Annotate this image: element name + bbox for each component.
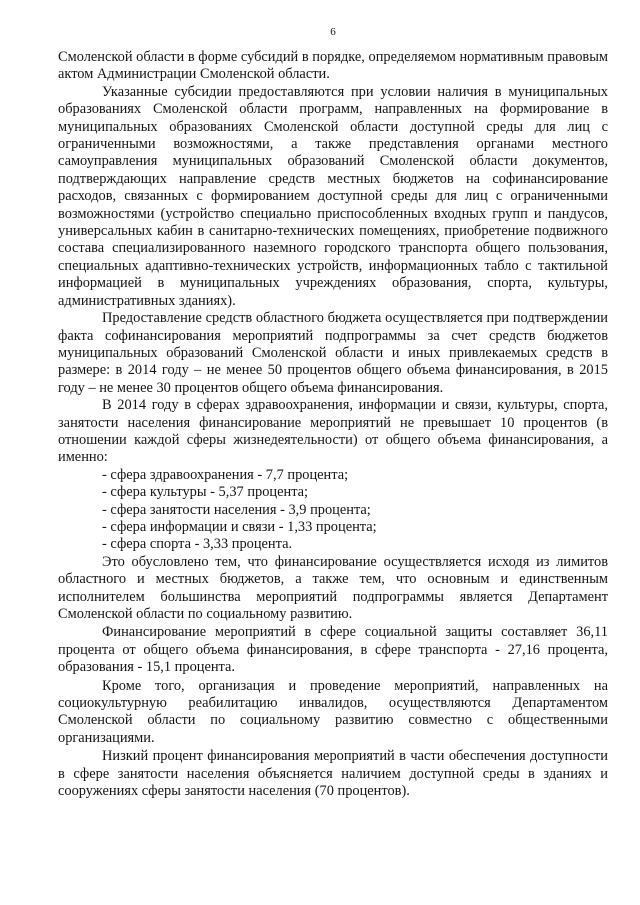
- list-item: - сфера культуры - 5,37 процента;: [102, 484, 309, 501]
- paragraph-4: В 2014 году в сферах здравоохранения, информации и связи, культуры, спорта, занятости населения финансирование мероприятий не превышает 10 процентов (в отношении каждой сферы жизнедеятельности) от общего объема финансирования, а именно:: [58, 397, 608, 466]
- paragraph-8: Низкий процент финансирования мероприятий в части обеспечения доступности в сфере занятости населения объясняется наличием доступной среды в зданиях и сооружениях сферы занятости населения (70 процентов).: [58, 748, 608, 800]
- list-item: - сфера здравоохранения - 7,7 процента;: [102, 466, 349, 483]
- list-item: - сфера спорта - 3,33 процента.: [102, 536, 293, 553]
- paragraph-5: Это обусловлено тем, что финансирование осуществляется исходя из лимитов областного и местных бюджетов, а также тем, что основным и единственным исполнителем большинства мероприятий подпрограммы является Департамент Смоленской области по социальному развитию.: [58, 553, 608, 622]
- paragraph-6: Финансирование мероприятий в сфере социальной защиты составляет 36,11 процента от общего объема финансирования, в сфере транспорта - 27,16 процента, образования - 15,1 процента.: [58, 624, 608, 676]
- funding-list: [58, 467, 608, 554]
- paragraph-3: Предоставление средств областного бюджета осуществляется при подтверждении факта софинансирования мероприятий подпрограммы за счет средств бюджетов муниципальных образований Смоленской области и иных привлекаемых средств в размере: в 2014 году – не менее 50 процентов общего объема финансирования, в 2015 году – не менее 30 процентов общего объема финансирования.: [58, 310, 608, 396]
- paragraph-2: Указанные субсидии предоставляются при условии наличия в муниципальных образованиях Смоленской области программ, направленных на формирование в муниципальных образованиях Смоленской области доступной среды для лиц с ограниченными возможностями, а также представления органами местного самоуправления муниципальных образований Смоленской области документов, подтверждающих направление средств местных бюджетов на софинансирование расходов, связанных с формированием доступной среды для лиц с ограниченными возможностями (устройство специально приспособленных входных групп и пандусов, универсальных кабин в санитарно-технических помещениях, приобретение подвижного состава специализированного наземного городского транспорта общего пользования, специальных адаптивно-технических устройств, информационных табло с тактильной информацией в муниципальных учреждениях образования, спорта, культуры, административных зданиях).: [58, 83, 608, 309]
- page-number: 6: [330, 26, 336, 38]
- list-item: - сфера информации и связи - 1,33 процента;: [102, 518, 377, 535]
- paragraph-7: Кроме того, организация и проведение мероприятий, направленных на социокультурную реабилитацию инвалидов, осуществляются Департаментом Смоленской области по социальному развитию совместно с общественными организациями.: [58, 677, 608, 746]
- paragraph-1: Смоленской области в форме субсидий в порядке, определяемом нормативным правовым актом Администрации Смоленской области.: [58, 49, 608, 83]
- list-item: - сфера занятости населения - 3,9 процента;: [102, 501, 371, 518]
